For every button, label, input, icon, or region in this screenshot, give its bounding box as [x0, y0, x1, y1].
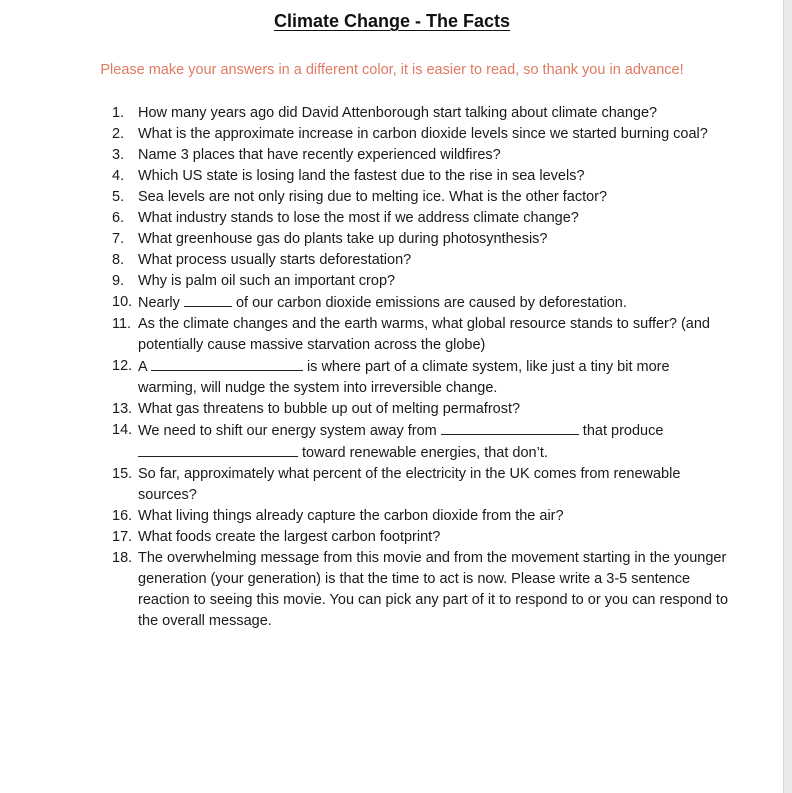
question-number: 4.	[112, 168, 125, 184]
document-title: Climate Change - The Facts	[273, 11, 511, 31]
question-text-after: is where part of a climate system, like just a tiny bit more warming, will nudge the system into irreversible change.	[138, 359, 670, 396]
question-number: 11.	[112, 316, 132, 332]
question-number: 17.	[112, 529, 133, 545]
question-number: 1.	[112, 105, 125, 121]
question-number: 13.	[112, 401, 133, 417]
questions-list	[112, 103, 732, 632]
question-3	[112, 145, 732, 166]
question-text: Why is palm oil such an important crop?	[138, 273, 396, 289]
question-number: 7.	[112, 231, 125, 247]
question-11	[112, 314, 732, 356]
question-4	[112, 166, 732, 187]
question-number: 12.	[112, 358, 133, 374]
question-text: What process usually starts deforestation?	[138, 252, 412, 268]
question-number: 2.	[112, 126, 125, 142]
question-text-before: We need to shift our energy system away from	[138, 423, 437, 439]
question-2	[112, 124, 732, 145]
question-18	[112, 548, 732, 632]
question-text-after: toward renewable energies, that don’t.	[302, 445, 548, 461]
question-text: What industry stands to lose the most if we address climate change?	[138, 210, 579, 226]
question-text: As the climate changes and the earth warms, what global resource stands to suffer? (and potentially cause massive starvation across the globe)	[138, 316, 710, 353]
question-text: What gas threatens to bubble up out of melting permafrost?	[138, 401, 521, 417]
question-number: 8.	[112, 252, 125, 268]
question-text: The overwhelming message from this movie and from the movement starting in the younger generation (your generation) is that the time to act is now. Please write a 3-5 sentence reaction to seeing this movie. You can pick any part of it to respond to or you can respond to the overall message.	[138, 550, 729, 629]
question-text: Sea levels are not only rising due to melting ice. What is the other factor?	[138, 189, 608, 205]
question-5	[112, 187, 732, 208]
question-number: 15.	[112, 466, 133, 482]
answer-blank[interactable]	[138, 442, 298, 457]
question-number: 14.	[112, 422, 133, 438]
question-text: What living things already capture the carbon dioxide from the air?	[138, 508, 564, 524]
question-14	[112, 420, 732, 464]
question-9	[112, 271, 732, 292]
question-6	[112, 208, 732, 229]
question-text: What foods create the largest carbon footprint?	[138, 529, 441, 545]
question-7	[112, 229, 732, 250]
question-17	[112, 527, 732, 548]
question-text: How many years ago did David Attenborough start talking about climate change?	[138, 105, 658, 121]
instructions-note: Please make your answers in a different color, it is easier to read, so thank you in advance!	[100, 62, 684, 78]
question-number: 9.	[112, 273, 125, 289]
question-number: 6.	[112, 210, 125, 226]
answer-blank[interactable]	[441, 420, 579, 435]
question-text	[138, 356, 732, 399]
question-15	[112, 464, 732, 506]
question-text	[138, 420, 732, 464]
question-1	[112, 103, 732, 124]
question-number: 16.	[112, 508, 133, 524]
question-text: So far, approximately what percent of the electricity in the UK comes from renewable sources?	[138, 466, 681, 503]
question-number: 5.	[112, 189, 125, 205]
question-13	[112, 399, 732, 420]
question-16	[112, 506, 732, 527]
question-text: What is the approximate increase in carbon dioxide levels since we started burning coal?	[138, 126, 708, 142]
page-edge-scrollbar	[783, 0, 792, 793]
question-text-before: Nearly	[138, 295, 180, 311]
question-text-middle: that produce	[582, 423, 664, 439]
question-12	[112, 356, 732, 399]
question-number: 10.	[112, 294, 133, 310]
question-text-after: of our carbon dioxide emissions are caused by deforestation.	[235, 295, 627, 311]
question-text: Name 3 places that have recently experienced wildfires?	[138, 147, 501, 163]
question-text: Which US state is losing land the fastest due to the rise in sea levels?	[138, 168, 585, 184]
question-text: What greenhouse gas do plants take up during photosynthesis?	[138, 231, 548, 247]
answer-blank[interactable]	[151, 356, 303, 371]
question-8	[112, 250, 732, 271]
question-text	[138, 292, 732, 314]
question-number: 18.	[112, 550, 133, 566]
answer-blank[interactable]	[184, 292, 232, 307]
question-10	[112, 292, 732, 314]
question-text-before: A	[138, 359, 147, 375]
question-number: 3.	[112, 147, 125, 163]
